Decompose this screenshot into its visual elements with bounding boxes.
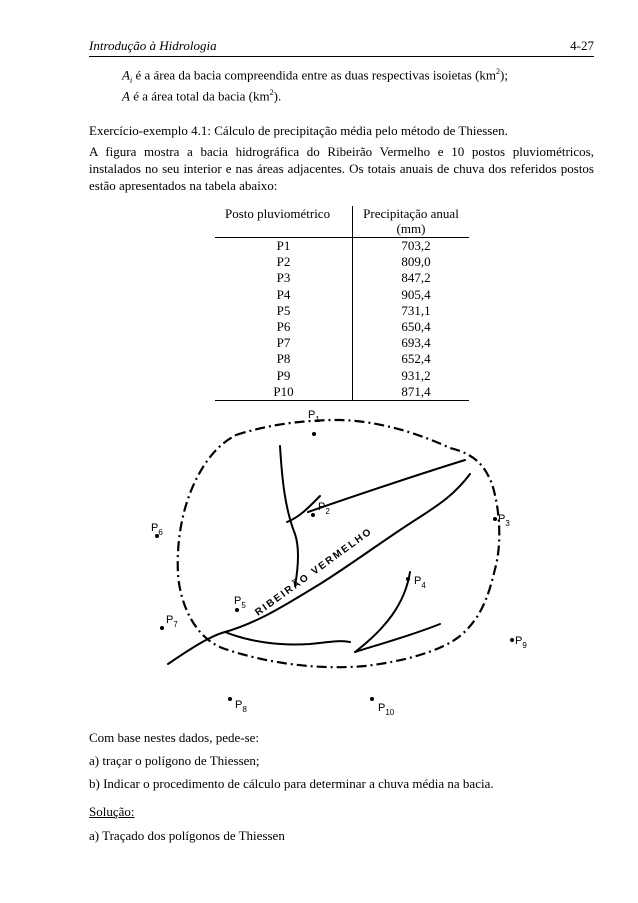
svg-text:P5: $P_5$ bbox=[234, 595, 246, 610]
page-header bbox=[89, 36, 594, 57]
station-p1 bbox=[308, 409, 320, 436]
station-p6 bbox=[151, 522, 163, 538]
tributary bbox=[308, 460, 465, 512]
river-label: RIBEIRÃO VERMELHO bbox=[253, 525, 375, 619]
svg-text:P4: $P_4$ bbox=[414, 575, 426, 590]
table-row: P5 731,1 bbox=[215, 303, 469, 319]
question-intro: Com base nestes dados, pede-se: bbox=[89, 730, 260, 745]
item-a: a) traçar o polígono de Thiessen; bbox=[89, 753, 260, 768]
table-row: P9 931,2 bbox=[215, 368, 469, 384]
table-row: P8 652,4 bbox=[215, 351, 469, 367]
table-row: P7 693,4 bbox=[215, 335, 469, 351]
svg-text:P6: $P_6$ bbox=[151, 522, 163, 537]
svg-text:P1: $P_1$ bbox=[308, 409, 320, 424]
definition-ai: $A_i$ é a área da bacia compreendida entre as duas respectivas isoietas $(km^2)$; bbox=[122, 67, 508, 85]
basin-boundary bbox=[178, 420, 500, 667]
precipitation-table bbox=[215, 206, 469, 401]
tributary bbox=[355, 624, 440, 652]
definition-a: A é a área total da bacia $(km^2)$. bbox=[122, 88, 282, 104]
station-p10 bbox=[370, 697, 395, 717]
item-b: b) Indicar o procedimento de cálculo para determinar a chuva média na bacia. bbox=[89, 776, 494, 791]
page-number: 4-27 bbox=[570, 38, 594, 53]
column-header-precipitacao: Precipitação anual (mm) bbox=[353, 206, 470, 238]
table-row: P1 703,2 bbox=[215, 238, 469, 255]
svg-text:P2: $P_2$ bbox=[318, 501, 330, 516]
basin-map bbox=[140, 404, 540, 724]
exercise-title: Exercício-exemplo 4.1: Cálculo de precipitação média pelo método de Thiessen. bbox=[89, 123, 508, 138]
svg-text:P8: $P_8$ bbox=[235, 699, 247, 714]
river-network bbox=[168, 446, 470, 664]
station-p9 bbox=[510, 635, 527, 650]
station-p5 bbox=[234, 595, 246, 612]
tributary bbox=[225, 632, 350, 645]
solution-label: Solução: bbox=[89, 804, 135, 819]
tributary bbox=[280, 446, 298, 586]
solution-a: a) Traçado dos polígonos de Thiessen bbox=[89, 828, 285, 843]
svg-text:P3: $P_3$ bbox=[498, 513, 510, 528]
table-row: P10 871,4 bbox=[215, 384, 469, 401]
table-header-row bbox=[215, 206, 469, 238]
intro-paragraph: A figura mostra a bacia hidrográfica do Ribeirão Vermelho e 10 postos pluviométricos, instalados no seu interior e nas áreas adjacentes. Os totais anuais de chuva dos referidos postos estão apresentados na tabela abaixo: bbox=[89, 144, 594, 193]
table-row: P6 650,4 bbox=[215, 319, 469, 335]
tributary bbox=[355, 572, 410, 652]
station-p3 bbox=[493, 513, 510, 528]
svg-text:P7: $P_7$ bbox=[166, 614, 178, 629]
table-row: P2 809,0 bbox=[215, 254, 469, 270]
station-p7 bbox=[160, 614, 178, 630]
table-row: P4 905,4 bbox=[215, 287, 469, 303]
svg-text:P10: $P_{10}$ bbox=[378, 702, 395, 717]
svg-text:P9: $P_9$ bbox=[515, 635, 527, 650]
column-header-posto: Posto pluviométrico bbox=[215, 206, 353, 238]
header-title: Introdução à Hidrologia bbox=[89, 38, 217, 53]
table-row: P3 847,2 bbox=[215, 270, 469, 286]
station-p8 bbox=[228, 697, 247, 714]
